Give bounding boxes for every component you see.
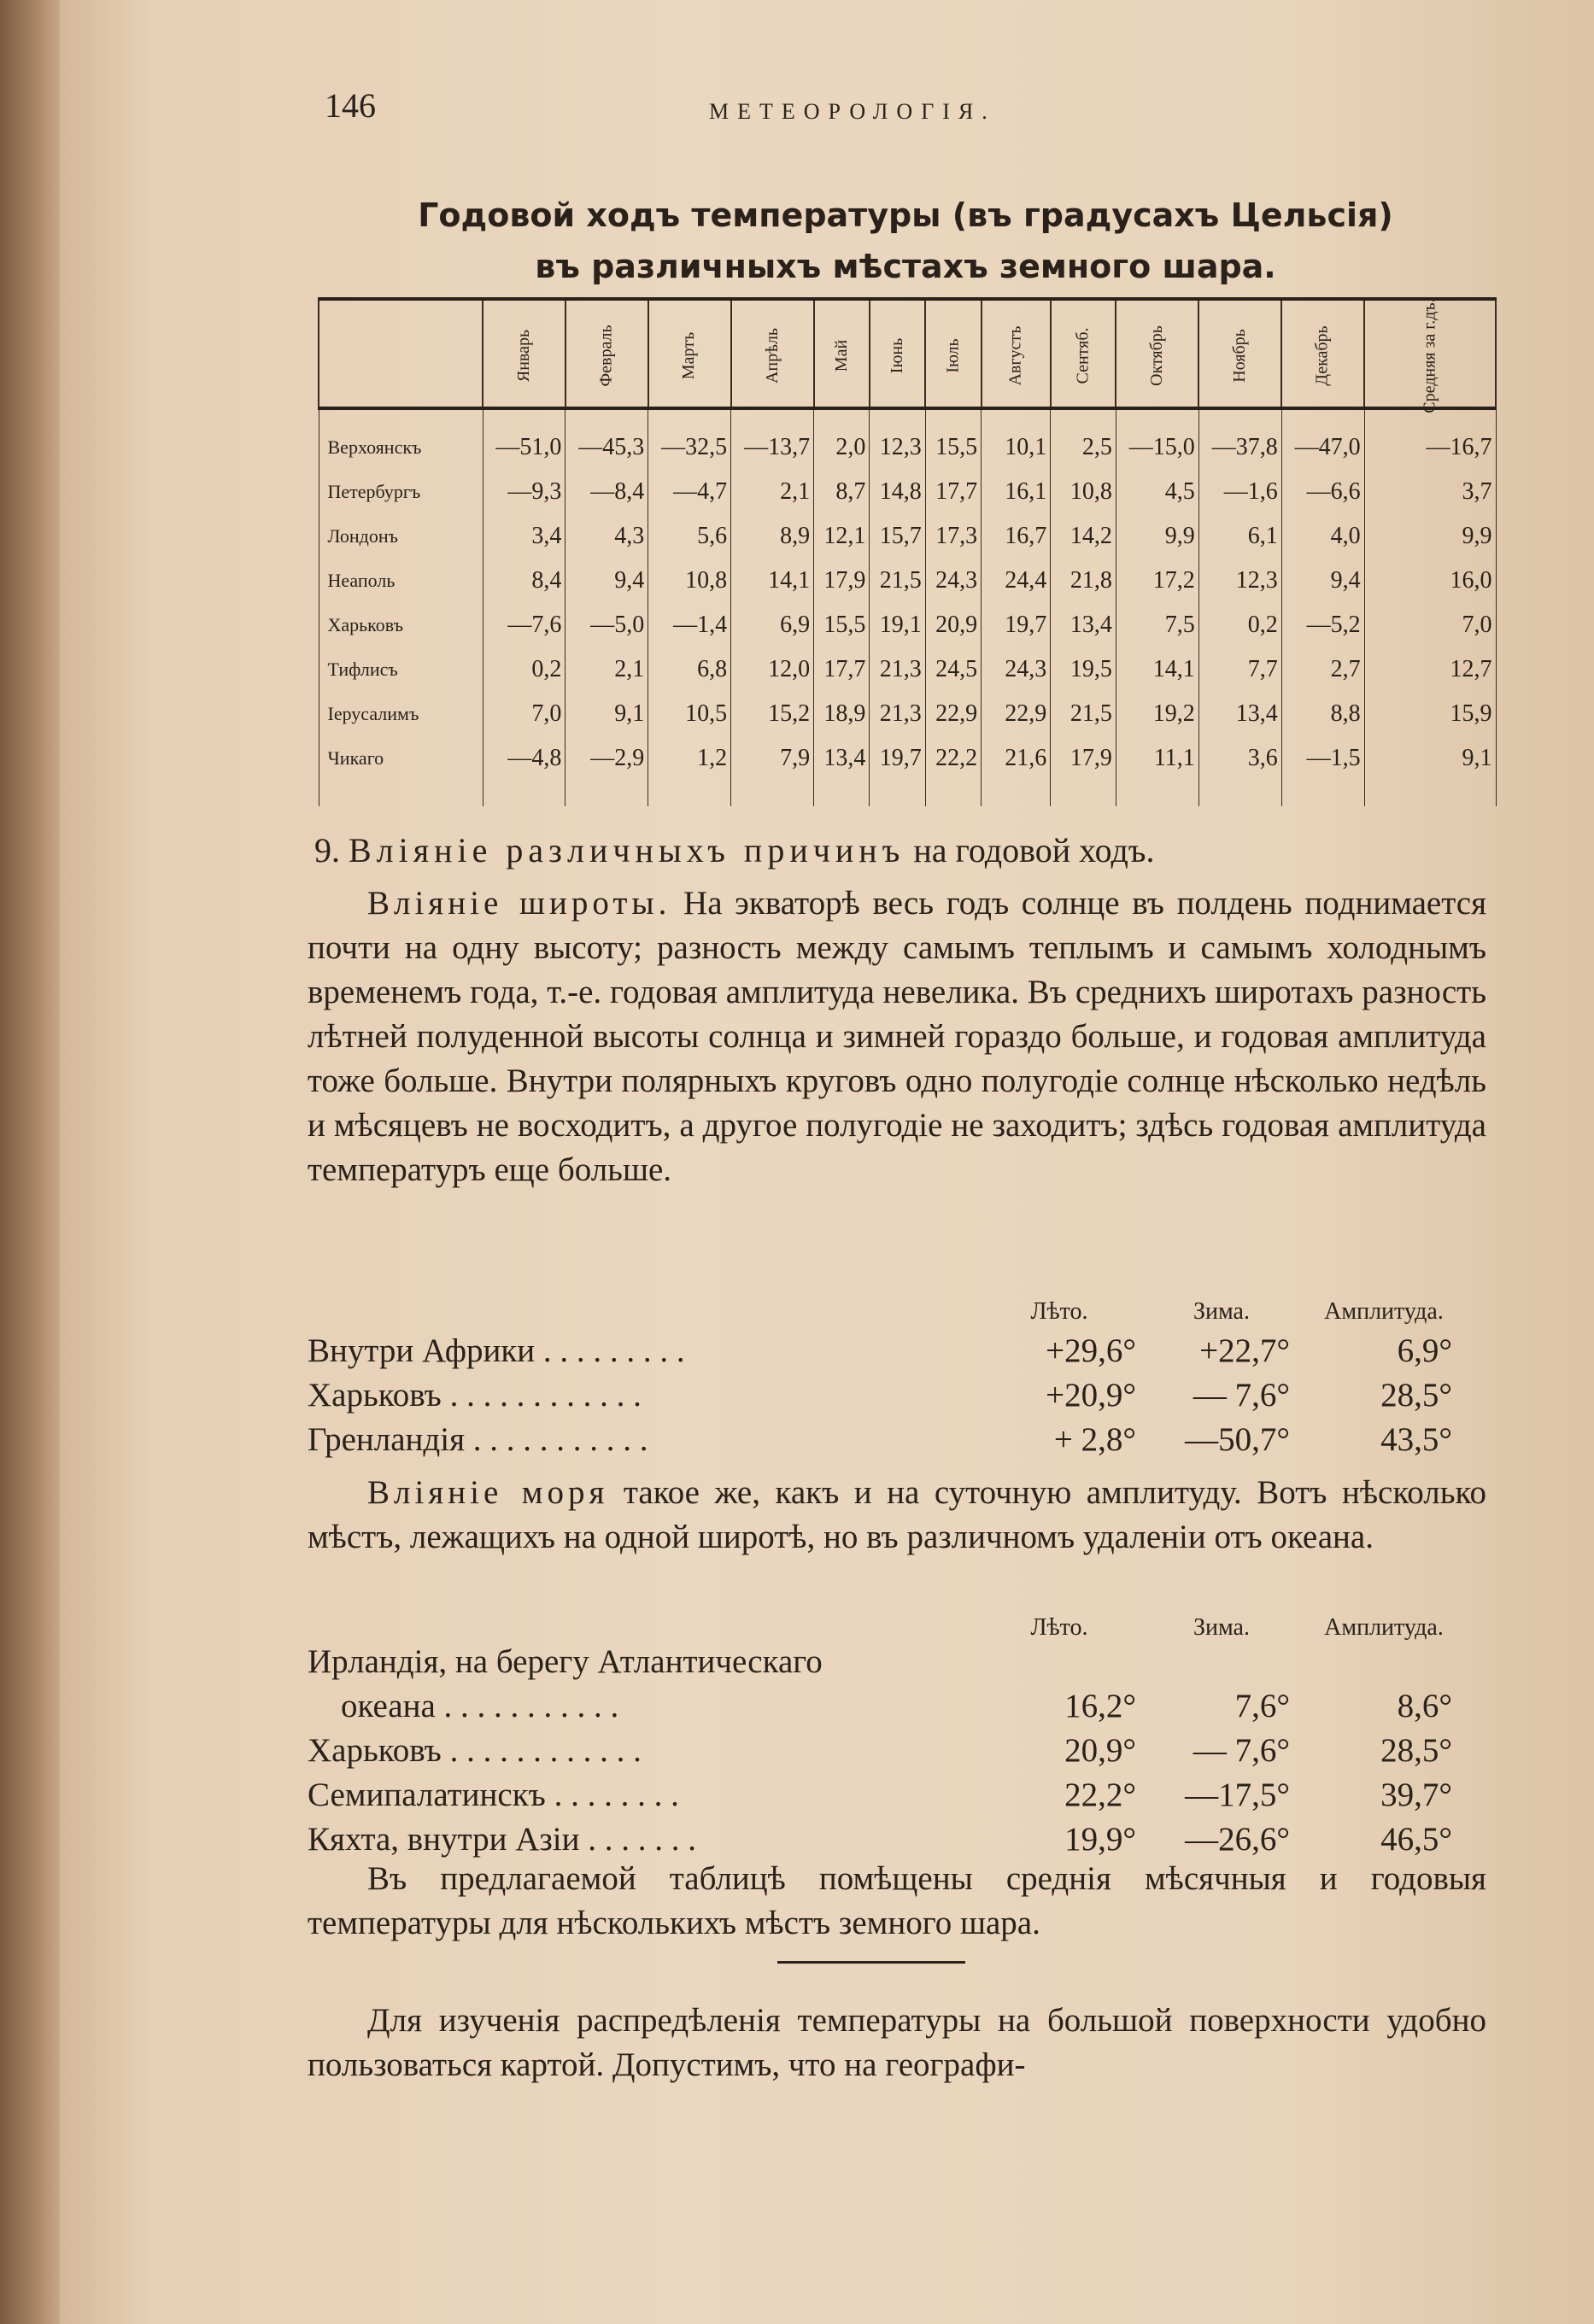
value-cell: 12,7 — [1364, 647, 1496, 692]
value-cell: 21,3 — [870, 692, 925, 736]
place-name: Кяхта, внутри Азіи . . . . . . . — [308, 1821, 697, 1858]
table-body — [319, 408, 1496, 806]
value-cell: 19,7 — [870, 736, 925, 806]
winter-value: 7,6° — [1234, 1688, 1290, 1724]
value-cell: 15,5 — [814, 603, 870, 647]
place-cell: Тифлисъ — [319, 647, 483, 692]
latitude-comparison — [308, 1298, 1486, 1462]
month-header-label: Іюль — [943, 338, 963, 373]
winter-value: —50,7° — [1185, 1421, 1290, 1458]
value-cell: 3,4 — [483, 514, 566, 559]
section-number: 9. — [314, 831, 340, 869]
value-cell: 7,9 — [731, 736, 814, 806]
header-amplitude: Амплитуда. — [1324, 1298, 1444, 1325]
month-header-label: Октябрь — [1147, 325, 1167, 386]
value-cell: 15,2 — [731, 692, 814, 736]
month-header — [1116, 299, 1198, 408]
value-cell: 12,1 — [814, 514, 870, 559]
page-number: 146 — [325, 86, 376, 125]
month-header — [731, 299, 814, 408]
summer-value: +20,9° — [1046, 1377, 1136, 1414]
value-cell: 4,5 — [1116, 470, 1198, 514]
section-divider — [777, 1961, 965, 1964]
value-cell: 9,9 — [1116, 514, 1198, 559]
place-cell: Іерусалимъ — [319, 692, 483, 736]
value-cell: —13,7 — [731, 408, 814, 470]
value-cell: 5,6 — [648, 514, 731, 559]
latitude-text: На экваторѣ весь годъ солнце въ полдень поднимается почти на одну высоту; разность между самымъ теплымъ и самымъ холоднымъ временемъ года, т.-е. годовая амплитуда невелика. Въ среднихъ широтахъ разность лѣтней полуденной высоты солнца и зимней гораздо больше, и годовая амплитуда тоже больше. Внутри полярныхъ круговъ одно полугодіе солнце нѣсколько недѣль и мѣсяцевъ не восходитъ, а другое полугодіе не заходитъ; здѣсь годовая амплитуда температуръ еще больше. — [308, 885, 1487, 1188]
value-cell: 17,3 — [925, 514, 981, 559]
comparison-row — [308, 1373, 1486, 1418]
month-header-label: Августъ — [1005, 325, 1025, 386]
place-cell: Харьковъ — [319, 603, 483, 647]
month-header-label: Мартъ — [679, 331, 699, 380]
value-cell: 3,7 — [1364, 470, 1496, 514]
winter-value: —17,5° — [1185, 1777, 1290, 1813]
value-cell: 13,4 — [1051, 603, 1116, 647]
value-cell: —15,0 — [1116, 408, 1198, 470]
value-cell: 12,3 — [870, 408, 925, 470]
value-cell: 9,4 — [1281, 559, 1364, 603]
amplitude-value: 8,6° — [1397, 1688, 1452, 1724]
value-cell: 9,9 — [1364, 514, 1496, 559]
month-header — [814, 299, 870, 408]
winter-value: — 7,6° — [1193, 1377, 1290, 1414]
summer-value: 16,2° — [1064, 1688, 1136, 1724]
value-cell: 12,0 — [731, 647, 814, 692]
table-row — [319, 736, 1496, 806]
running-title: МЕТЕОРОЛОГІЯ. — [709, 99, 996, 124]
place-cell: Петербургъ — [319, 470, 483, 514]
value-cell: 22,9 — [925, 692, 981, 736]
month-header-label: Средняя за г.дъ. — [1420, 298, 1439, 413]
place-name: Семипалатинскъ . . . . . . . . — [308, 1777, 679, 1813]
place-cell: Чикаго — [319, 736, 483, 806]
value-cell: 24,3 — [982, 647, 1051, 692]
value-cell: 21,5 — [1051, 692, 1116, 736]
value-cell: 10,5 — [648, 692, 731, 736]
sea-comparison-rows — [308, 1684, 1486, 1862]
value-cell: 10,8 — [1051, 470, 1116, 514]
section-title-spaced: Вліяніе различныхъ причинъ — [349, 831, 905, 869]
value-cell: —45,3 — [566, 408, 648, 470]
comparison-row — [308, 1773, 1486, 1818]
place-header-cell — [319, 299, 483, 408]
value-cell: 16,7 — [982, 514, 1051, 559]
place-name: Гренландія . . . . . . . . . . . — [308, 1421, 648, 1458]
value-cell: 12,3 — [1198, 559, 1281, 603]
table-title — [308, 190, 1503, 292]
value-cell: 21,6 — [982, 736, 1051, 806]
value-cell: 2,5 — [1051, 408, 1116, 470]
value-cell: —7,6 — [483, 603, 566, 647]
value-cell: 7,0 — [483, 692, 566, 736]
value-cell: 4,0 — [1281, 514, 1364, 559]
latitude-comparison-rows — [308, 1329, 1486, 1462]
section-title-rest: на годовой ходъ. — [913, 831, 1155, 869]
value-cell: —16,7 — [1364, 408, 1496, 470]
value-cell: —51,0 — [483, 408, 566, 470]
value-cell: 16,1 — [982, 470, 1051, 514]
month-header-label: Январь — [513, 329, 533, 383]
value-cell: 2,0 — [814, 408, 870, 470]
table-row — [319, 647, 1496, 692]
value-cell: —9,3 — [483, 470, 566, 514]
value-cell: 6,1 — [1198, 514, 1281, 559]
month-header — [925, 299, 981, 408]
month-header-label: Февраль — [596, 325, 616, 387]
map-paragraph: Для изученія распредѣленія температуры на большой поверхности удобно пользоваться картой. Допустимъ, что на географи- — [308, 2002, 1486, 2083]
amplitude-value: 46,5° — [1380, 1821, 1452, 1858]
value-cell: —37,8 — [1198, 408, 1281, 470]
value-cell: 10,8 — [648, 559, 731, 603]
month-header-label: Апрѣль — [762, 327, 782, 384]
value-cell: —4,8 — [483, 736, 566, 806]
value-cell: 24,3 — [925, 559, 981, 603]
header-amplitude: Амплитуда. — [1324, 1614, 1444, 1641]
table-row — [319, 470, 1496, 514]
value-cell: 16,0 — [1364, 559, 1496, 603]
value-cell: —32,5 — [648, 408, 731, 470]
value-cell: —4,7 — [648, 470, 731, 514]
value-cell: 7,7 — [1198, 647, 1281, 692]
month-header-label: Декабрь — [1313, 325, 1333, 386]
value-cell: 4,3 — [566, 514, 648, 559]
month-header — [870, 299, 925, 408]
place-name: Внутри Африки . . . . . . . . . — [308, 1332, 685, 1369]
value-cell: 8,7 — [814, 470, 870, 514]
value-cell: —1,4 — [648, 603, 731, 647]
amplitude-value: 28,5° — [1380, 1732, 1452, 1769]
month-header-label: Іюнь — [888, 337, 907, 374]
value-cell: 21,3 — [870, 647, 925, 692]
value-cell: 17,7 — [925, 470, 981, 514]
month-header-label: Ноябрь — [1230, 329, 1250, 383]
latitude-lead: Вліяніе широты. — [367, 885, 671, 922]
value-cell: 7,5 — [1116, 603, 1198, 647]
value-cell: 14,1 — [1116, 647, 1198, 692]
value-cell: 10,1 — [982, 408, 1051, 470]
summer-value: 22,2° — [1064, 1777, 1136, 1813]
place-name: Ирландія, на берегу Атлантическаго — [308, 1643, 823, 1680]
place-name: Харьковъ . . . . . . . . . . . . — [308, 1732, 642, 1769]
header-summer: Лѣто. — [1030, 1298, 1088, 1325]
latitude-paragraph — [308, 881, 1486, 1192]
value-cell: —5,0 — [566, 603, 648, 647]
section-heading — [314, 830, 1155, 870]
value-cell: 21,8 — [1051, 559, 1116, 603]
value-cell: 24,5 — [925, 647, 981, 692]
place-cell: Лондонъ — [319, 514, 483, 559]
value-cell: 22,2 — [925, 736, 981, 806]
sea-comparison-header — [308, 1606, 1486, 1640]
summer-value: 19,9° — [1064, 1821, 1136, 1858]
table-row — [319, 692, 1496, 736]
value-cell: —47,0 — [1281, 408, 1364, 470]
comparison-row — [308, 1729, 1486, 1773]
value-cell: 17,2 — [1116, 559, 1198, 603]
summer-value: + 2,8° — [1053, 1421, 1136, 1458]
value-cell: —1,5 — [1281, 736, 1364, 806]
value-cell: 22,9 — [982, 692, 1051, 736]
value-cell: 14,2 — [1051, 514, 1116, 559]
month-header — [1051, 299, 1116, 408]
value-cell: —1,6 — [1198, 470, 1281, 514]
value-cell: 0,2 — [1198, 603, 1281, 647]
comparison-row — [308, 1684, 1486, 1729]
place-cell: Верхоянскъ — [319, 408, 483, 470]
month-header — [1364, 298, 1496, 413]
value-cell: 21,5 — [870, 559, 925, 603]
value-cell: 1,2 — [648, 736, 731, 806]
value-cell: 19,5 — [1051, 647, 1116, 692]
value-cell: 0,2 — [483, 647, 566, 692]
header-summer: Лѣто. — [1030, 1614, 1088, 1641]
table-header-row — [319, 299, 1496, 408]
value-cell: 17,9 — [1051, 736, 1116, 806]
winter-value: — 7,6° — [1193, 1732, 1290, 1769]
month-header — [1198, 299, 1281, 408]
header-winter: Зима. — [1193, 1298, 1250, 1325]
header-winter: Зима. — [1193, 1614, 1250, 1641]
value-cell: 13,4 — [1198, 692, 1281, 736]
book-page — [60, 0, 1594, 2324]
amplitude-value: 6,9° — [1397, 1332, 1452, 1369]
month-header — [1281, 299, 1364, 408]
value-cell: 9,1 — [566, 692, 648, 736]
value-cell: —8,4 — [566, 470, 648, 514]
sea-paragraph — [308, 1471, 1486, 1560]
summer-value: +29,6° — [1046, 1332, 1136, 1369]
comparison-row — [308, 1418, 1486, 1462]
value-cell: 15,7 — [870, 514, 925, 559]
table-row — [319, 603, 1496, 647]
book-spine — [0, 0, 60, 2324]
value-cell: 17,7 — [814, 647, 870, 692]
value-cell: 6,9 — [731, 603, 814, 647]
summer-value: 20,9° — [1064, 1732, 1136, 1769]
value-cell: —6,6 — [1281, 470, 1364, 514]
place-name: океана . . . . . . . . . . . — [308, 1688, 619, 1724]
place-cell: Неаполь — [319, 559, 483, 603]
value-cell: 17,9 — [814, 559, 870, 603]
value-cell: 11,1 — [1116, 736, 1198, 806]
value-cell: 15,5 — [925, 408, 981, 470]
amplitude-value: 28,5° — [1380, 1377, 1452, 1414]
value-cell: 9,1 — [1364, 736, 1496, 806]
value-cell: 9,4 — [566, 559, 648, 603]
month-header — [483, 299, 566, 408]
temperature-table — [318, 297, 1497, 806]
value-cell: 6,8 — [648, 647, 731, 692]
month-header — [648, 299, 731, 408]
table-row — [319, 559, 1496, 603]
value-cell: 3,6 — [1198, 736, 1281, 806]
amplitude-value: 39,7° — [1380, 1777, 1452, 1813]
comparison-row — [308, 1329, 1486, 1373]
value-cell: 14,8 — [870, 470, 925, 514]
sea-text: такое же, какъ и на суточную амплитуду. Вотъ нѣсколько мѣстъ, лежащихъ на одной широтѣ, но въ различномъ удаленіи отъ океана. — [308, 1474, 1486, 1555]
value-cell: 8,4 — [483, 559, 566, 603]
closing-paragraph: Въ предлагаемой таблицѣ помѣщены среднія мѣсячныя и годовыя температуры для нѣсколькихъ мѣстъ земного шара. — [308, 1860, 1486, 1941]
place-name: Харьковъ . . . . . . . . . . . . — [308, 1377, 642, 1414]
value-cell: 20,9 — [925, 603, 981, 647]
value-cell: 13,4 — [814, 736, 870, 806]
value-cell: 7,0 — [1364, 603, 1496, 647]
value-cell: —2,9 — [566, 736, 648, 806]
month-header-label: Май — [831, 339, 851, 372]
value-cell: 2,1 — [566, 647, 648, 692]
value-cell: 24,4 — [982, 559, 1051, 603]
value-cell: 19,1 — [870, 603, 925, 647]
sea-row-ireland-line1 — [308, 1640, 1486, 1684]
value-cell: 18,9 — [814, 692, 870, 736]
value-cell: 15,9 — [1364, 692, 1496, 736]
value-cell: 19,2 — [1116, 692, 1198, 736]
month-header — [566, 299, 648, 408]
value-cell: 8,9 — [731, 514, 814, 559]
amplitude-value: 43,5° — [1380, 1421, 1452, 1458]
table-row — [319, 514, 1496, 559]
sea-comparison — [308, 1606, 1486, 1862]
value-cell: —5,2 — [1281, 603, 1364, 647]
winter-value: —26,6° — [1185, 1821, 1290, 1858]
table-row — [319, 408, 1496, 470]
comparison-row — [308, 1818, 1486, 1862]
month-header-label: Сентяб. — [1073, 327, 1093, 384]
value-cell: 14,1 — [731, 559, 814, 603]
latitude-comparison-header — [308, 1298, 1486, 1329]
running-head — [299, 85, 1495, 137]
value-cell: 2,1 — [731, 470, 814, 514]
value-cell: 8,8 — [1281, 692, 1364, 736]
sea-lead: Вліяніе моря — [367, 1474, 609, 1511]
month-header — [982, 299, 1051, 408]
table-title-line1: Годовой ходъ температуры (въ градусахъ Цельсія) — [418, 196, 1393, 234]
value-cell: 2,7 — [1281, 647, 1364, 692]
value-cell: 19,7 — [982, 603, 1051, 647]
winter-value: +22,7° — [1199, 1332, 1290, 1369]
table-title-line2: въ различныхъ мѣстахъ земного шара. — [535, 248, 1276, 285]
